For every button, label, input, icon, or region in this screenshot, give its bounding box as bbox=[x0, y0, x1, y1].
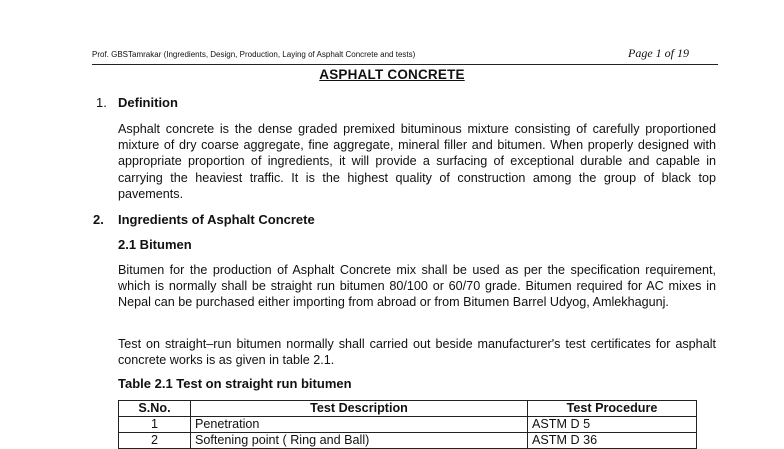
page-number: Page 1 of 19 bbox=[628, 46, 689, 60]
cell-sno: 2 bbox=[119, 433, 191, 449]
section-1-heading: Definition bbox=[118, 95, 178, 110]
column-header-test-procedure: Test Procedure bbox=[528, 401, 697, 417]
table-header-row bbox=[119, 401, 697, 417]
cell-sno: 1 bbox=[119, 417, 191, 433]
cell-test-procedure: ASTM D 36 bbox=[528, 433, 697, 449]
subsection-2-1-heading: 2.1 Bitumen bbox=[118, 237, 192, 252]
test-table bbox=[118, 400, 697, 449]
running-header-left: Prof. GBSTamrakar (Ingredients, Design, Production, Laying of Asphalt Concrete and tests) bbox=[92, 50, 416, 59]
column-header-sno: S.No. bbox=[119, 401, 191, 417]
subsection-2-1-paragraph-2: Test on straight–run bitumen normally shall carried out beside manufacturer's test certificates for asphalt concrete works is as given in table 2.1. bbox=[118, 337, 716, 368]
section-1-number: 1. bbox=[96, 95, 107, 110]
cell-test-description: Penetration bbox=[191, 417, 528, 433]
section-1-paragraph: Asphalt concrete is the dense graded premixed bituminous mixture consisting of carefully proportioned mixture of dry coarse aggregate, fine aggregate, mineral filler and bitumen. When properly designed with appropriate proportion of ingredients, it will provide a surfacing of exceptional durable and capable in carrying the heaviest traffic. It is the highest quality of construction among the group of black top pavements. bbox=[118, 122, 716, 201]
cell-test-description: Softening point ( Ring and Ball) bbox=[191, 433, 528, 449]
subsection-2-1-paragraph-1: Bitumen for the production of Asphalt Concrete mix shall be used as per the specification requirement, which is normally shall be straight run bitumen 80/100 or 60/70 grade. Bitumen required for AC mixes in Nepal can be purchased either importing from abroad or from Bitumen Barrel Udyog, Amlekhagunj. bbox=[118, 263, 716, 310]
header-rule bbox=[92, 64, 718, 65]
table-row bbox=[119, 417, 697, 433]
section-2-heading: Ingredients of Asphalt Concrete bbox=[118, 212, 315, 227]
document-title: ASPHALT CONCRETE bbox=[319, 67, 465, 82]
section-2-number: 2. bbox=[93, 212, 104, 227]
cell-test-procedure: ASTM D 5 bbox=[528, 417, 697, 433]
table-caption: Table 2.1 Test on straight run bitumen bbox=[118, 376, 352, 391]
column-header-test-description: Test Description bbox=[191, 401, 528, 417]
